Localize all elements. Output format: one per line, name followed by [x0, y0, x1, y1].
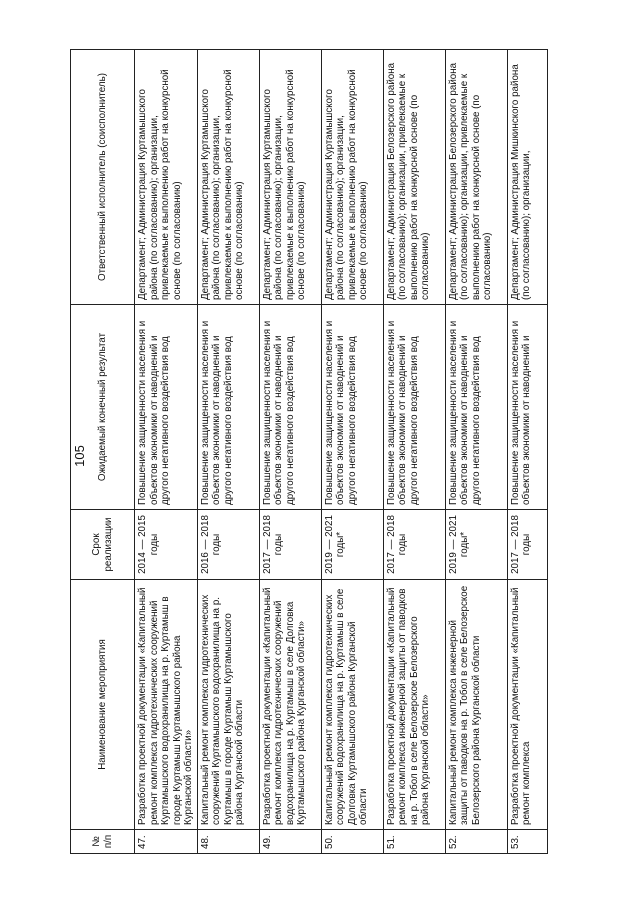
table-row [197, 50, 259, 854]
table-row [135, 50, 198, 854]
row-term: 2017 — 2018 годы [259, 510, 321, 580]
row-result: Повышение защищенности населения и объектов экономики от наводнений и [507, 305, 547, 510]
table-row [507, 50, 547, 854]
row-responsible: Департамент; Администрация Куртамышского района (по согласованию); организации, привлекаемые к выполнению работ на конкурсной основе (по согласованию) [259, 50, 321, 305]
row-result: Повышение защищенности населения и объектов экономики от наводнений и другого негативного воздействия вод [135, 305, 198, 510]
header-name: Наименование мероприятия [71, 580, 135, 830]
table-row [445, 50, 507, 854]
page-number: 105 [72, 445, 87, 467]
table-header [71, 50, 135, 854]
header-num: № п/п [71, 830, 135, 854]
measures-table [70, 49, 548, 854]
row-term: 2016 — 2018 годы [197, 510, 259, 580]
table-row [383, 50, 445, 854]
header-result: Ожидаемый конечный результат [71, 305, 135, 510]
row-responsible: Департамент; Администрация Белозерского района (по согласованию); организации, привлекаемые к выполнению работ на конкурсной основе (по согласованию) [445, 50, 507, 305]
row-name: Разработка проектной документации «Капитальный ремонт комплекса гидротехнических сооружений Куртамышского водохранилища на р. Куртамыш в городе Куртамыш Куртамышского района Курганской области» [135, 580, 198, 830]
row-num: 48. [197, 830, 259, 854]
row-result: Повышение защищенности населения и объектов экономики от наводнений и другого негативного воздействия вод [197, 305, 259, 510]
row-num: 49. [259, 830, 321, 854]
row-name: Разработка проектной документации «Капитальный ремонт комплекса инженерной защиты от паводков на р. Тобол в селе Белозерское Белозерского района Курганской области» [383, 580, 445, 830]
header-responsible: Ответственный исполнитель (соисполнитель) [71, 50, 135, 305]
row-num: 53. [507, 830, 547, 854]
row-term: 2019 — 2021 годы* [321, 510, 383, 580]
row-responsible: Департамент; Администрация Куртамышского района (по согласованию); организации, привлекаемые к выполнению работ на конкурсной основе (по согласованию) [135, 50, 198, 305]
row-term: 2017 — 2018 годы [507, 510, 547, 580]
row-responsible: Департамент; Администрация Куртамышского района (по согласованию); организации, привлекаемые к выполнению работ на конкурсной основе (по согласованию) [321, 50, 383, 305]
row-responsible: Департамент; Администрация Мишкинского района (по согласованию); организации, [507, 50, 547, 305]
row-term: 2017 — 2018 годы [383, 510, 445, 580]
row-responsible: Департамент; Администрация Куртамышского района (по согласованию); организации, привлекаемые к выполнению работ на конкурсной основе (по согласованию) [197, 50, 259, 305]
row-term: 2019 — 2021 годы* [445, 510, 507, 580]
row-name: Капитальный ремонт комплекса гидротехнических сооружений водохранилища на р. Куртамыш в селе Долговка Куртамышского района Курганской области [321, 580, 383, 830]
row-result: Повышение защищенности населения и объектов экономики от наводнений и другого негативного воздействия вод [445, 305, 507, 510]
header-row [71, 50, 135, 854]
row-name: Разработка проектной документации «Капитальный ремонт комплекса гидротехнических сооружений водохранилища на р. Куртамыш в селе Долговка Куртамышского района Курганской области» [259, 580, 321, 830]
row-term: 2014 — 2015 годы [135, 510, 198, 580]
row-name: Капитальный ремонт комплекса инженерной защиты от паводков на р. Тобол в селе Белозерское Белозерского района Курганской области [445, 580, 507, 830]
row-num: 50. [321, 830, 383, 854]
row-num: 52. [445, 830, 507, 854]
row-result: Повышение защищенности населения и объектов экономики от наводнений и другого негативного воздействия вод [259, 305, 321, 510]
table-body [135, 50, 548, 854]
header-term: Срок реализации [71, 510, 135, 580]
measures-table-container [70, 50, 570, 854]
row-name: Капитальный ремонт комплекса гидротехнических сооружений Куртамышского водохранилища на р. Куртамыш в городе Куртамыш Куртамышского района Курганской области [197, 580, 259, 830]
row-name: Разработка проектной документации «Капитальный ремонт комплекса [507, 580, 547, 830]
table-row [321, 50, 383, 854]
row-num: 51. [383, 830, 445, 854]
table-row [259, 50, 321, 854]
row-result: Повышение защищенности населения и объектов экономики от наводнений и другого негативного воздействия вод [321, 305, 383, 510]
row-responsible: Департамент; Администрация Белозерского района (по согласованию); организации, привлекаемые к выполнению работ на конкурсной основе (по согласованию) [383, 50, 445, 305]
row-num: 47. [135, 830, 198, 854]
row-result: Повышение защищенности населения и объектов экономики от наводнений и другого негативного воздействия вод [383, 305, 445, 510]
